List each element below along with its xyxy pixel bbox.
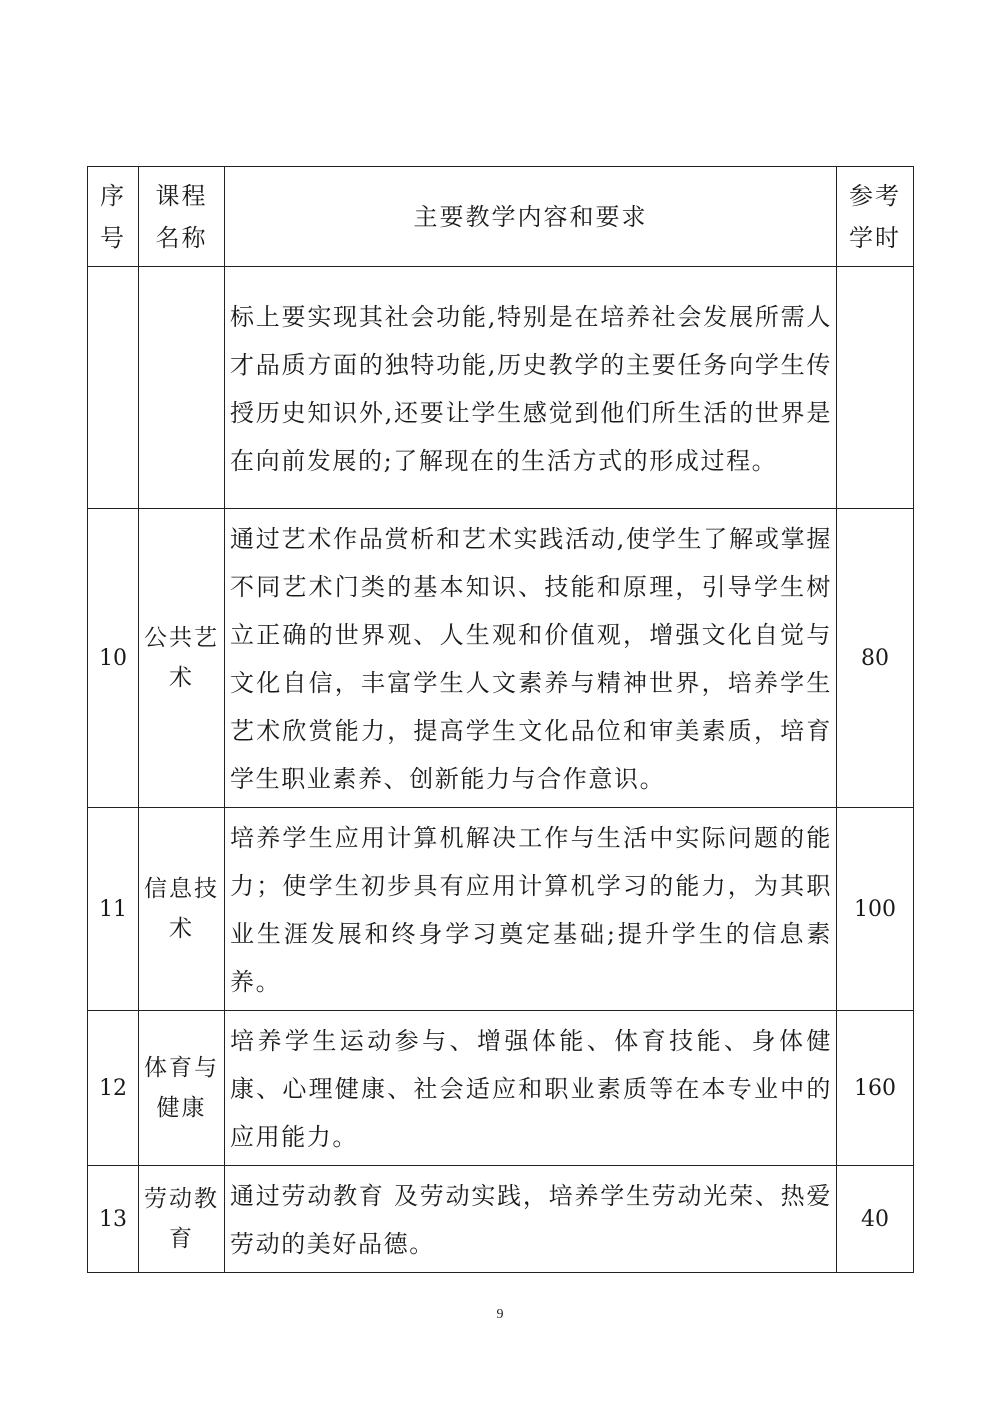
table-row — [88, 1166, 914, 1273]
row-seq: 11 — [88, 808, 139, 1011]
row-seq: 12 — [88, 1011, 139, 1166]
header-content: 主要教学内容和要求 — [225, 167, 837, 267]
row-content: 培养学生应用计算机解决工作与生活中实际问题的能力；使学生初步具有应用计算机学习的能力，为其职业生涯发展和终身学习奠定基础;提升学生的信息素养。 — [225, 808, 837, 1011]
header-hours: 参考 学时 — [837, 167, 914, 267]
table-row — [88, 808, 914, 1011]
row-course-name: 体育与 健康 — [139, 1011, 225, 1166]
row-hours: 160 — [837, 1011, 914, 1166]
header-seq: 序 号 — [88, 167, 139, 267]
table-row — [88, 509, 914, 808]
row-content: 标上要实现其社会功能,特别是在培养社会发展所需人才品质方面的独特功能,历史教学的主要任务向学生传授历史知识外,还要让学生感觉到他们所生活的世界是在向前发展的;了解现在的生活方式的形成过程。 — [225, 267, 837, 509]
row-hours: 100 — [837, 808, 914, 1011]
row-seq: 10 — [88, 509, 139, 808]
row-content: 培养学生运动参与、增强体能、体育技能、身体健康、心理健康、社会适应和职业素质等在本专业中的应用能力。 — [225, 1011, 837, 1166]
header-course-name: 课程 名称 — [139, 167, 225, 267]
row-course-name: 信息技 术 — [139, 808, 225, 1011]
row-hours: 80 — [837, 509, 914, 808]
table-row — [88, 1011, 914, 1166]
page-number: 9 — [496, 1307, 504, 1322]
row-seq: 13 — [88, 1166, 139, 1273]
row-seq — [88, 267, 139, 509]
row-course-name — [139, 267, 225, 509]
course-table — [87, 166, 914, 1273]
table-row — [88, 267, 914, 509]
row-content: 通过艺术作品赏析和艺术实践活动,使学生了解或掌握不同艺术门类的基本知识、技能和原理，引导学生树立正确的世界观、人生观和价值观，增强文化自觉与文化自信，丰富学生人文素养与精神世界，培养学生艺术欣赏能力，提高学生文化品位和审美素质，培育学生职业素养、创新能力与合作意识。 — [225, 509, 837, 808]
header-row — [88, 167, 914, 267]
row-hours: 40 — [837, 1166, 914, 1273]
row-course-name: 公共艺 术 — [139, 509, 225, 808]
row-content: 通过劳动教育 及劳动实践，培养学生劳动光荣、热爱劳动的美好品德。 — [225, 1166, 837, 1273]
row-course-name: 劳动教 育 — [139, 1166, 225, 1273]
row-hours — [837, 267, 914, 509]
